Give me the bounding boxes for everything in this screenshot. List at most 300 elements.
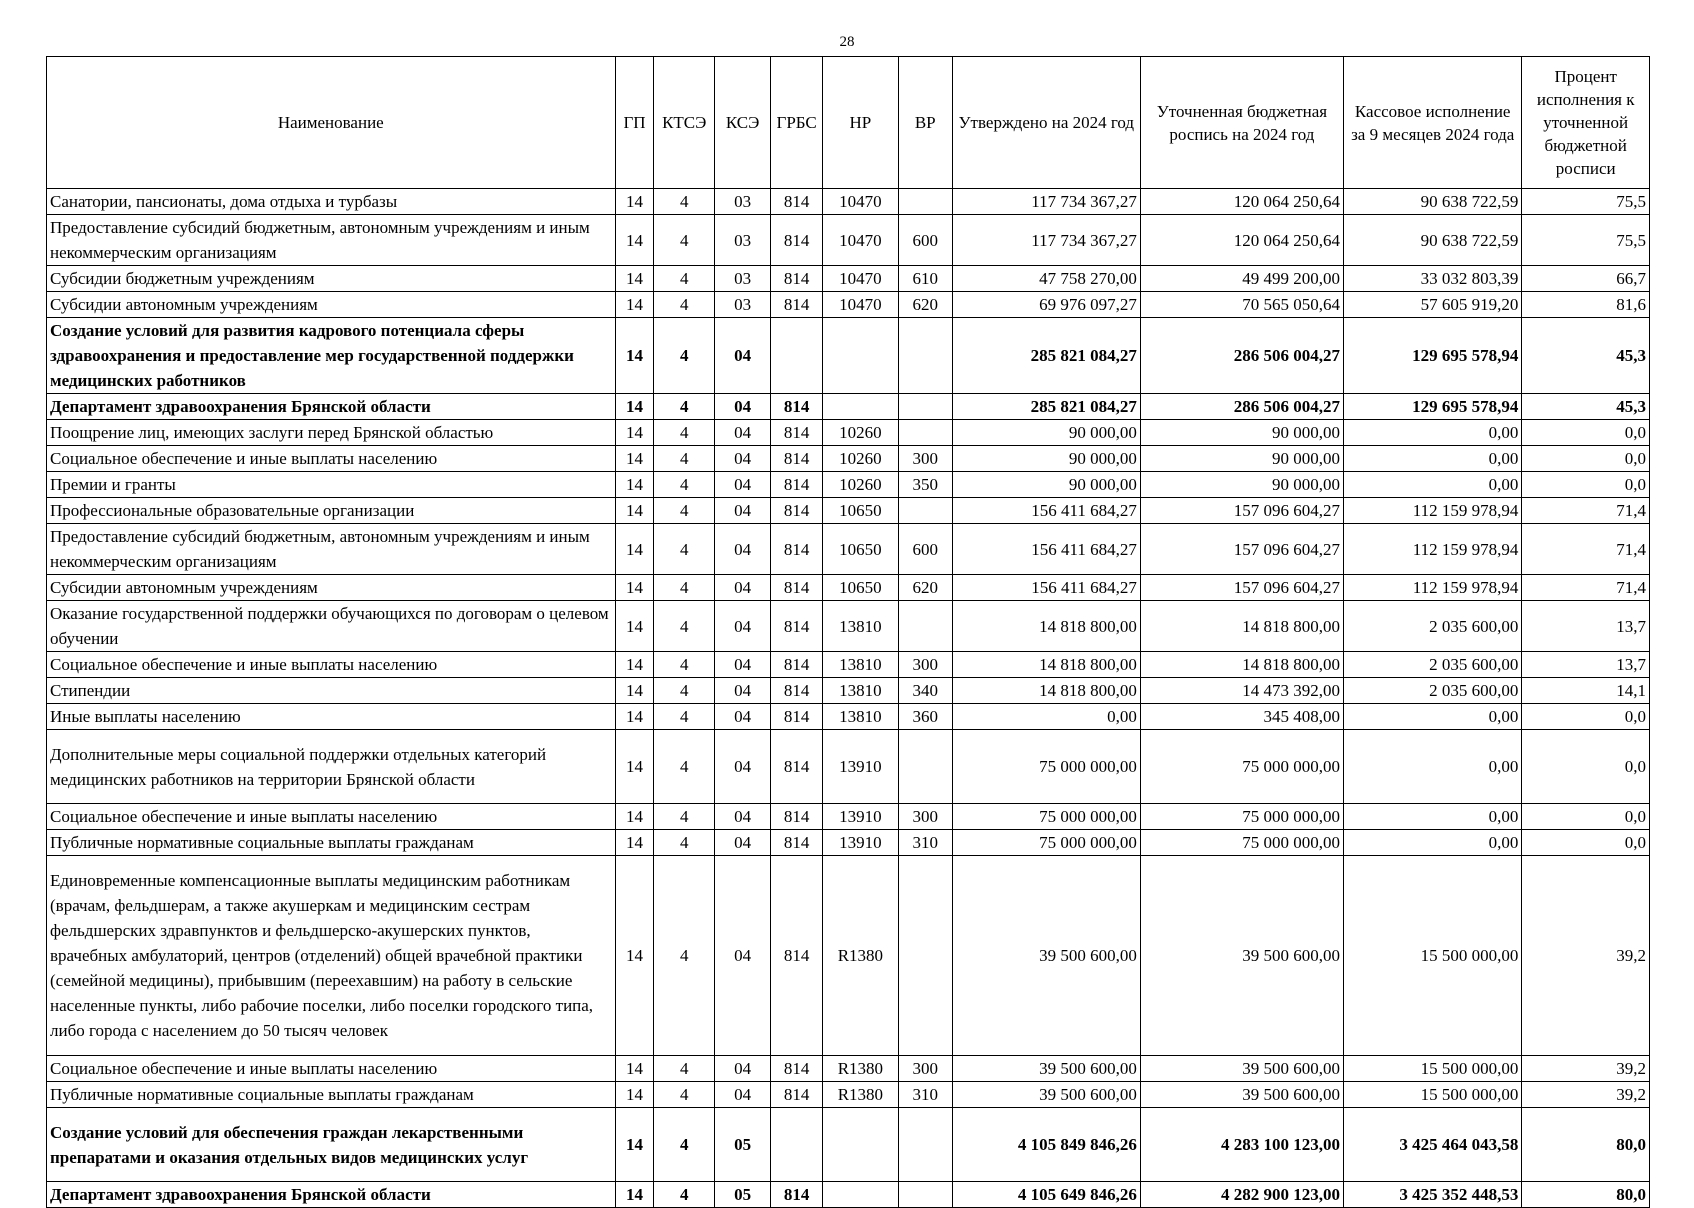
table-row xyxy=(47,215,1650,266)
cell-nr: 10260 xyxy=(823,420,899,446)
table-header-row xyxy=(47,57,1650,189)
cell-gp: 14 xyxy=(615,1182,654,1208)
cell-nr: 10650 xyxy=(823,524,899,575)
cell-nr: 10260 xyxy=(823,472,899,498)
cell-approved: 285 821 084,27 xyxy=(952,318,1140,394)
table-row xyxy=(47,704,1650,730)
cell-name: Социальное обеспечение и иные выплаты населению xyxy=(47,446,616,472)
cell-percent: 0,0 xyxy=(1522,704,1650,730)
cell-vr xyxy=(898,730,952,804)
cell-gp: 14 xyxy=(615,804,654,830)
cell-refined: 90 000,00 xyxy=(1140,472,1343,498)
header-kse: КСЭ xyxy=(714,57,770,189)
table-row xyxy=(47,601,1650,652)
cell-gp: 14 xyxy=(615,189,654,215)
cell-grbs: 814 xyxy=(771,652,823,678)
cell-name: Поощрение лиц, имеющих заслуги перед Брянской областью xyxy=(47,420,616,446)
cell-ktse: 4 xyxy=(654,189,715,215)
cell-vr: 600 xyxy=(898,524,952,575)
cell-cash: 112 159 978,94 xyxy=(1344,498,1522,524)
cell-approved: 39 500 600,00 xyxy=(952,856,1140,1056)
cell-cash: 129 695 578,94 xyxy=(1344,318,1522,394)
cell-ktse: 4 xyxy=(654,472,715,498)
cell-gp: 14 xyxy=(615,292,654,318)
cell-percent: 71,4 xyxy=(1522,498,1650,524)
cell-grbs: 814 xyxy=(771,189,823,215)
cell-gp: 14 xyxy=(615,1108,654,1182)
header-ktse: КТСЭ xyxy=(654,57,715,189)
cell-grbs: 814 xyxy=(771,1182,823,1208)
cell-approved: 39 500 600,00 xyxy=(952,1082,1140,1108)
cell-cash: 33 032 803,39 xyxy=(1344,266,1522,292)
cell-nr: 13810 xyxy=(823,704,899,730)
cell-cash: 0,00 xyxy=(1344,804,1522,830)
cell-kse: 05 xyxy=(714,1108,770,1182)
cell-name: Социальное обеспечение и иные выплаты населению xyxy=(47,1056,616,1082)
cell-ktse: 4 xyxy=(654,498,715,524)
cell-cash: 129 695 578,94 xyxy=(1344,394,1522,420)
cell-grbs: 814 xyxy=(771,420,823,446)
table-row xyxy=(47,1056,1650,1082)
table-row xyxy=(47,498,1650,524)
cell-grbs: 814 xyxy=(771,394,823,420)
cell-percent: 81,6 xyxy=(1522,292,1650,318)
cell-grbs: 814 xyxy=(771,730,823,804)
cell-approved: 14 818 800,00 xyxy=(952,678,1140,704)
cell-percent: 80,0 xyxy=(1522,1108,1650,1182)
cell-approved: 14 818 800,00 xyxy=(952,652,1140,678)
cell-ktse: 4 xyxy=(654,856,715,1056)
cell-nr: 13810 xyxy=(823,601,899,652)
cell-percent: 66,7 xyxy=(1522,266,1650,292)
cell-nr: 10470 xyxy=(823,266,899,292)
cell-nr: 10470 xyxy=(823,292,899,318)
cell-kse: 04 xyxy=(714,1056,770,1082)
cell-cash: 15 500 000,00 xyxy=(1344,1056,1522,1082)
table-row xyxy=(47,830,1650,856)
table-row xyxy=(47,472,1650,498)
header-refined: Уточненная бюджетная роспись на 2024 год xyxy=(1140,57,1343,189)
cell-refined: 14 818 800,00 xyxy=(1140,601,1343,652)
cell-name: Санатории, пансионаты, дома отдыха и турбазы xyxy=(47,189,616,215)
cell-nr: 10260 xyxy=(823,446,899,472)
cell-approved: 75 000 000,00 xyxy=(952,804,1140,830)
cell-vr: 310 xyxy=(898,1082,952,1108)
header-cash: Кассовое исполнение за 9 месяцев 2024 года xyxy=(1344,57,1522,189)
cell-grbs: 814 xyxy=(771,830,823,856)
cell-vr: 340 xyxy=(898,678,952,704)
cell-kse: 04 xyxy=(714,856,770,1056)
cell-grbs: 814 xyxy=(771,678,823,704)
cell-kse: 04 xyxy=(714,318,770,394)
cell-ktse: 4 xyxy=(654,446,715,472)
cell-cash: 0,00 xyxy=(1344,704,1522,730)
cell-refined: 286 506 004,27 xyxy=(1140,394,1343,420)
cell-grbs xyxy=(771,318,823,394)
cell-nr: 10650 xyxy=(823,575,899,601)
cell-grbs: 814 xyxy=(771,704,823,730)
cell-percent: 80,0 xyxy=(1522,1182,1650,1208)
cell-vr: 350 xyxy=(898,472,952,498)
cell-approved: 75 000 000,00 xyxy=(952,730,1140,804)
cell-name: Профессиональные образовательные организации xyxy=(47,498,616,524)
cell-grbs: 814 xyxy=(771,292,823,318)
cell-percent: 0,0 xyxy=(1522,472,1650,498)
cell-kse: 03 xyxy=(714,189,770,215)
cell-gp: 14 xyxy=(615,1082,654,1108)
cell-percent: 71,4 xyxy=(1522,575,1650,601)
cell-name: Департамент здравоохранения Брянской области xyxy=(47,394,616,420)
cell-kse: 04 xyxy=(714,830,770,856)
cell-name: Премии и гранты xyxy=(47,472,616,498)
cell-kse: 04 xyxy=(714,524,770,575)
cell-refined: 157 096 604,27 xyxy=(1140,524,1343,575)
cell-refined: 75 000 000,00 xyxy=(1140,830,1343,856)
page-number: 28 xyxy=(839,34,855,50)
cell-percent: 75,5 xyxy=(1522,215,1650,266)
cell-percent: 39,2 xyxy=(1522,1056,1650,1082)
cell-nr: 13910 xyxy=(823,804,899,830)
cell-grbs: 814 xyxy=(771,498,823,524)
cell-percent: 0,0 xyxy=(1522,730,1650,804)
table-row xyxy=(47,446,1650,472)
cell-vr: 360 xyxy=(898,704,952,730)
cell-kse: 04 xyxy=(714,1082,770,1108)
table-row xyxy=(47,1108,1650,1182)
cell-ktse: 4 xyxy=(654,292,715,318)
cell-percent: 39,2 xyxy=(1522,856,1650,1056)
cell-refined: 90 000,00 xyxy=(1140,420,1343,446)
header-vr: ВР xyxy=(898,57,952,189)
cell-nr: R1380 xyxy=(823,1082,899,1108)
cell-vr xyxy=(898,601,952,652)
cell-ktse: 4 xyxy=(654,1056,715,1082)
cell-cash: 112 159 978,94 xyxy=(1344,524,1522,575)
table-row xyxy=(47,856,1650,1056)
cell-refined: 39 500 600,00 xyxy=(1140,856,1343,1056)
cell-name: Публичные нормативные социальные выплаты гражданам xyxy=(47,1082,616,1108)
cell-kse: 04 xyxy=(714,498,770,524)
cell-kse: 04 xyxy=(714,678,770,704)
cell-ktse: 4 xyxy=(654,1082,715,1108)
cell-gp: 14 xyxy=(615,446,654,472)
cell-nr xyxy=(823,1108,899,1182)
cell-nr: 10470 xyxy=(823,189,899,215)
cell-approved: 90 000,00 xyxy=(952,420,1140,446)
cell-refined: 14 818 800,00 xyxy=(1140,652,1343,678)
cell-name: Социальное обеспечение и иные выплаты населению xyxy=(47,804,616,830)
cell-vr: 300 xyxy=(898,652,952,678)
cell-refined: 4 283 100 123,00 xyxy=(1140,1108,1343,1182)
header-approved: Утверждено на 2024 год xyxy=(952,57,1140,189)
cell-grbs: 814 xyxy=(771,1056,823,1082)
cell-percent: 0,0 xyxy=(1522,420,1650,446)
cell-kse: 04 xyxy=(714,420,770,446)
cell-ktse: 4 xyxy=(654,1108,715,1182)
cell-grbs: 814 xyxy=(771,524,823,575)
cell-nr xyxy=(823,1182,899,1208)
cell-cash: 0,00 xyxy=(1344,446,1522,472)
cell-kse: 05 xyxy=(714,1182,770,1208)
cell-grbs: 814 xyxy=(771,446,823,472)
cell-nr: 10470 xyxy=(823,215,899,266)
cell-name: Единовременные компенсационные выплаты медицинским работникам (врачам, фельдшерам, а также акушеркам и медицинским сестрам фельдшерских здравпунктов и фельдшерско-акушерских пунктов, врачебных амбулаторий, центров (отделений) общей врачебной практики (семейной медицины), прибывшим (переехавшим) на работу в сельские населенные пункты, либо рабочие поселки, либо поселки городского типа, либо города с населением до 50 тысяч человек xyxy=(47,856,616,1056)
cell-refined: 120 064 250,64 xyxy=(1140,215,1343,266)
cell-ktse: 4 xyxy=(654,394,715,420)
cell-kse: 03 xyxy=(714,292,770,318)
cell-percent: 0,0 xyxy=(1522,830,1650,856)
cell-gp: 14 xyxy=(615,266,654,292)
cell-refined: 39 500 600,00 xyxy=(1140,1056,1343,1082)
table-row xyxy=(47,394,1650,420)
table-row xyxy=(47,266,1650,292)
cell-gp: 14 xyxy=(615,498,654,524)
header-percent: Процент исполнения к уточненной бюджетной росписи xyxy=(1522,57,1650,189)
cell-cash: 3 425 352 448,53 xyxy=(1344,1182,1522,1208)
cell-kse: 04 xyxy=(714,704,770,730)
cell-cash: 2 035 600,00 xyxy=(1344,678,1522,704)
table-row xyxy=(47,292,1650,318)
cell-refined: 286 506 004,27 xyxy=(1140,318,1343,394)
cell-ktse: 4 xyxy=(654,704,715,730)
cell-grbs: 814 xyxy=(771,575,823,601)
table-row xyxy=(47,678,1650,704)
cell-nr: R1380 xyxy=(823,1056,899,1082)
cell-ktse: 4 xyxy=(654,652,715,678)
cell-kse: 04 xyxy=(714,472,770,498)
cell-ktse: 4 xyxy=(654,318,715,394)
cell-nr: 13910 xyxy=(823,730,899,804)
cell-approved: 14 818 800,00 xyxy=(952,601,1140,652)
table-row xyxy=(47,1082,1650,1108)
cell-kse: 04 xyxy=(714,394,770,420)
cell-grbs: 814 xyxy=(771,804,823,830)
table-row xyxy=(47,318,1650,394)
cell-kse: 04 xyxy=(714,804,770,830)
cell-percent: 13,7 xyxy=(1522,601,1650,652)
cell-percent: 0,0 xyxy=(1522,804,1650,830)
cell-refined: 345 408,00 xyxy=(1140,704,1343,730)
cell-gp: 14 xyxy=(615,652,654,678)
table-row xyxy=(47,730,1650,804)
header-gp: ГП xyxy=(615,57,654,189)
cell-cash: 112 159 978,94 xyxy=(1344,575,1522,601)
table-row xyxy=(47,652,1650,678)
cell-cash: 2 035 600,00 xyxy=(1344,652,1522,678)
cell-gp: 14 xyxy=(615,215,654,266)
cell-approved: 90 000,00 xyxy=(952,446,1140,472)
cell-vr xyxy=(898,1108,952,1182)
cell-vr xyxy=(898,1182,952,1208)
cell-vr: 600 xyxy=(898,215,952,266)
cell-ktse: 4 xyxy=(654,678,715,704)
cell-approved: 4 105 849 846,26 xyxy=(952,1108,1140,1182)
header-nr: НР xyxy=(823,57,899,189)
cell-ktse: 4 xyxy=(654,215,715,266)
cell-approved: 117 734 367,27 xyxy=(952,189,1140,215)
cell-vr: 620 xyxy=(898,575,952,601)
cell-approved: 285 821 084,27 xyxy=(952,394,1140,420)
cell-kse: 03 xyxy=(714,215,770,266)
cell-nr xyxy=(823,394,899,420)
cell-ktse: 4 xyxy=(654,830,715,856)
cell-cash: 90 638 722,59 xyxy=(1344,189,1522,215)
cell-approved: 75 000 000,00 xyxy=(952,830,1140,856)
cell-gp: 14 xyxy=(615,678,654,704)
cell-percent: 39,2 xyxy=(1522,1082,1650,1108)
cell-cash: 90 638 722,59 xyxy=(1344,215,1522,266)
cell-grbs: 814 xyxy=(771,215,823,266)
cell-name: Предоставление субсидий бюджетным, автономным учреждениям и иным некоммерческим организациям xyxy=(47,524,616,575)
table-row xyxy=(47,1182,1650,1208)
cell-vr xyxy=(898,498,952,524)
cell-percent: 71,4 xyxy=(1522,524,1650,575)
cell-vr: 300 xyxy=(898,446,952,472)
cell-approved: 156 411 684,27 xyxy=(952,575,1140,601)
cell-approved: 39 500 600,00 xyxy=(952,1056,1140,1082)
cell-gp: 14 xyxy=(615,420,654,446)
cell-cash: 0,00 xyxy=(1344,420,1522,446)
cell-approved: 69 976 097,27 xyxy=(952,292,1140,318)
cell-refined: 75 000 000,00 xyxy=(1140,804,1343,830)
table-row xyxy=(47,524,1650,575)
cell-nr: 10650 xyxy=(823,498,899,524)
cell-nr: 13810 xyxy=(823,652,899,678)
cell-ktse: 4 xyxy=(654,420,715,446)
cell-refined: 75 000 000,00 xyxy=(1140,730,1343,804)
cell-gp: 14 xyxy=(615,524,654,575)
cell-vr: 300 xyxy=(898,1056,952,1082)
cell-cash: 0,00 xyxy=(1344,730,1522,804)
cell-refined: 90 000,00 xyxy=(1140,446,1343,472)
cell-ktse: 4 xyxy=(654,524,715,575)
cell-vr: 620 xyxy=(898,292,952,318)
cell-grbs: 814 xyxy=(771,1082,823,1108)
cell-cash: 15 500 000,00 xyxy=(1344,1082,1522,1108)
cell-ktse: 4 xyxy=(654,804,715,830)
cell-kse: 04 xyxy=(714,601,770,652)
table-row xyxy=(47,575,1650,601)
cell-percent: 14,1 xyxy=(1522,678,1650,704)
cell-grbs xyxy=(771,1108,823,1182)
cell-cash: 3 425 464 043,58 xyxy=(1344,1108,1522,1182)
cell-name: Субсидии бюджетным учреждениям xyxy=(47,266,616,292)
cell-refined: 157 096 604,27 xyxy=(1140,498,1343,524)
cell-nr: R1380 xyxy=(823,856,899,1056)
cell-percent: 0,0 xyxy=(1522,446,1650,472)
cell-kse: 04 xyxy=(714,730,770,804)
cell-ktse: 4 xyxy=(654,1182,715,1208)
cell-name: Предоставление субсидий бюджетным, автономным учреждениям и иным некоммерческим организациям xyxy=(47,215,616,266)
table-row xyxy=(47,189,1650,215)
cell-approved: 4 105 649 846,26 xyxy=(952,1182,1140,1208)
cell-nr xyxy=(823,318,899,394)
cell-gp: 14 xyxy=(615,704,654,730)
cell-kse: 04 xyxy=(714,575,770,601)
cell-vr xyxy=(898,189,952,215)
cell-name: Социальное обеспечение и иные выплаты населению xyxy=(47,652,616,678)
cell-name: Создание условий для обеспечения граждан лекарственными препаратами и оказания отдельных видов медицинских услуг xyxy=(47,1108,616,1182)
cell-nr: 13810 xyxy=(823,678,899,704)
cell-vr xyxy=(898,856,952,1056)
cell-vr xyxy=(898,318,952,394)
cell-grbs: 814 xyxy=(771,856,823,1056)
cell-percent: 75,5 xyxy=(1522,189,1650,215)
cell-vr: 300 xyxy=(898,804,952,830)
cell-cash: 2 035 600,00 xyxy=(1344,601,1522,652)
cell-refined: 120 064 250,64 xyxy=(1140,189,1343,215)
cell-name: Субсидии автономным учреждениям xyxy=(47,575,616,601)
cell-ktse: 4 xyxy=(654,266,715,292)
cell-name: Дополнительные меры социальной поддержки отдельных категорий медицинских работников на территории Брянской области xyxy=(47,730,616,804)
cell-ktse: 4 xyxy=(654,575,715,601)
cell-vr: 310 xyxy=(898,830,952,856)
cell-gp: 14 xyxy=(615,318,654,394)
table-row xyxy=(47,420,1650,446)
cell-vr: 610 xyxy=(898,266,952,292)
cell-refined: 49 499 200,00 xyxy=(1140,266,1343,292)
cell-nr: 13910 xyxy=(823,830,899,856)
cell-name: Иные выплаты населению xyxy=(47,704,616,730)
cell-cash: 15 500 000,00 xyxy=(1344,856,1522,1056)
cell-approved: 0,00 xyxy=(952,704,1140,730)
cell-gp: 14 xyxy=(615,730,654,804)
cell-gp: 14 xyxy=(615,394,654,420)
cell-gp: 14 xyxy=(615,472,654,498)
cell-cash: 0,00 xyxy=(1344,830,1522,856)
cell-name: Публичные нормативные социальные выплаты гражданам xyxy=(47,830,616,856)
cell-kse: 04 xyxy=(714,446,770,472)
cell-ktse: 4 xyxy=(654,730,715,804)
cell-gp: 14 xyxy=(615,830,654,856)
cell-ktse: 4 xyxy=(654,601,715,652)
cell-gp: 14 xyxy=(615,601,654,652)
header-name: Наименование xyxy=(47,57,616,189)
cell-name: Департамент здравоохранения Брянской области xyxy=(47,1182,616,1208)
budget-table xyxy=(46,56,1650,1208)
cell-name: Субсидии автономным учреждениям xyxy=(47,292,616,318)
cell-refined: 14 473 392,00 xyxy=(1140,678,1343,704)
cell-name: Создание условий для развития кадрового потенциала сферы здравоохранения и предоставление мер государственной поддержки медицинских работников xyxy=(47,318,616,394)
cell-percent: 45,3 xyxy=(1522,394,1650,420)
cell-kse: 04 xyxy=(714,652,770,678)
table-body xyxy=(47,189,1650,1208)
cell-kse: 03 xyxy=(714,266,770,292)
cell-percent: 45,3 xyxy=(1522,318,1650,394)
cell-refined: 39 500 600,00 xyxy=(1140,1082,1343,1108)
cell-name: Оказание государственной поддержки обучающихся по договорам о целевом обучении xyxy=(47,601,616,652)
cell-grbs: 814 xyxy=(771,266,823,292)
cell-vr xyxy=(898,394,952,420)
cell-grbs: 814 xyxy=(771,601,823,652)
cell-grbs: 814 xyxy=(771,472,823,498)
cell-vr xyxy=(898,420,952,446)
cell-refined: 4 282 900 123,00 xyxy=(1140,1182,1343,1208)
cell-approved: 117 734 367,27 xyxy=(952,215,1140,266)
cell-approved: 156 411 684,27 xyxy=(952,524,1140,575)
cell-refined: 157 096 604,27 xyxy=(1140,575,1343,601)
cell-gp: 14 xyxy=(615,1056,654,1082)
cell-refined: 70 565 050,64 xyxy=(1140,292,1343,318)
cell-gp: 14 xyxy=(615,856,654,1056)
cell-approved: 156 411 684,27 xyxy=(952,498,1140,524)
cell-cash: 0,00 xyxy=(1344,472,1522,498)
header-grbs: ГРБС xyxy=(771,57,823,189)
cell-approved: 90 000,00 xyxy=(952,472,1140,498)
cell-approved: 47 758 270,00 xyxy=(952,266,1140,292)
cell-cash: 57 605 919,20 xyxy=(1344,292,1522,318)
cell-name: Стипендии xyxy=(47,678,616,704)
